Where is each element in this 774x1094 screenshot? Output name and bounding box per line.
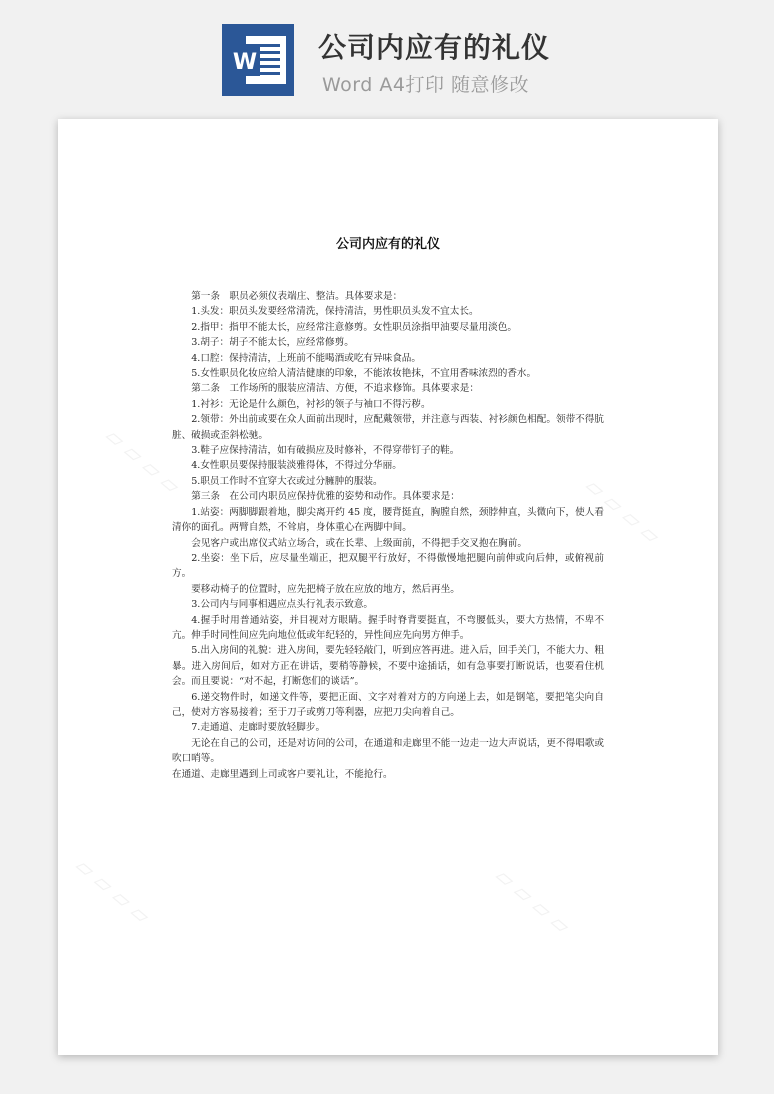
paragraph: 3.鞋子应保持清洁，如有破损应及时修补，不得穿带钉子的鞋。 bbox=[191, 445, 460, 457]
header-title: 公司内应有的礼仪 bbox=[318, 31, 551, 64]
paragraph: 4.女性职员要保持服装淡雅得体，不得过分华丽。 bbox=[191, 460, 402, 472]
paragraph: 无论在自己的公司，还是对访问的公司，在通道和走廊里不能一边走一边大声说话，更不得唱歌或吹口哨等。 bbox=[172, 737, 604, 765]
paragraph: 要移动椅子的位置时，应先把椅子放在应放的地方，然后再坐。 bbox=[191, 583, 460, 595]
watermark: ▱ ▱ ▱ ▱ bbox=[580, 473, 665, 550]
paragraph: 第二条 工作场所的服装应清洁、方便，不追求修饰。具体要求是： bbox=[191, 383, 479, 395]
paragraph: 4.口腔：保持清洁，上班前不能喝酒或吃有异味食品。 bbox=[191, 352, 421, 364]
watermark: ▱ ▱ ▱ ▱ bbox=[70, 853, 155, 930]
paragraph: 第三条 在公司内职员应保持优雅的姿势和动作。具体要求是： bbox=[191, 491, 460, 503]
paragraph: 2.领带：外出前或要在众人面前出现时，应配戴领带，并注意与西装、衬衫颜色相配。领带不得肮脏、破损或歪斜松驰。 bbox=[172, 414, 604, 441]
paragraph: 会见客户或出席仪式站立场合，或在长辈、上级面前，不得把手交叉抱在胸前。 bbox=[191, 537, 527, 549]
paragraph: 5.出入房间的礼貌：进入房间，要先轻轻敲门，听到应答再进。进入后，回手关门，不能大力、粗暴。进入房间后，如对方正在讲话，要稍等静候，不要中途插话，如有急事要打断说话，也要看住机会。而且要说：“对不起，打断您们的谈话”。 bbox=[172, 645, 604, 688]
header-subtitle: Word A4打印 随意修改 bbox=[322, 74, 530, 96]
paragraph: 4.握手时用普通站姿，并目视对方眼睛。握手时脊背要挺直，不弯腰低头，要大方热情，不卑不亢。伸手时同性间应先向地位低或年纪轻的，异性间应先向男方伸手。 bbox=[172, 614, 604, 641]
paragraph: 5.女性职员化妆应给人清洁健康的印象，不能浓妆艳抹，不宜用香味浓烈的香水。 bbox=[191, 368, 537, 380]
paragraph: 6.递交物件时，如递文件等，要把正面、文字对着对方的方向递上去，如是钢笔，要把笔尖向自己，使对方容易接着；至于刀子或剪刀等利器，应把刀尖向着自己。 bbox=[172, 691, 604, 718]
word-icon-letter: W bbox=[232, 50, 258, 75]
document-page bbox=[58, 119, 718, 1055]
word-document-icon bbox=[222, 24, 294, 96]
paragraph: 3.公司内与同事相遇应点头行礼表示致意。 bbox=[191, 599, 374, 611]
paragraph: 在通道、走廊里遇到上司或客户要礼让，不能抢行。 bbox=[172, 768, 393, 780]
paragraph: 5.职员工作时不宜穿大衣或过分臃肿的服装。 bbox=[191, 475, 383, 487]
watermark: ▱ ▱ ▱ ▱ bbox=[490, 863, 575, 940]
paragraph: 7.走通道、走廊时要放轻脚步。 bbox=[191, 722, 326, 734]
watermark: ▱ ▱ ▱ ▱ bbox=[100, 423, 185, 500]
paragraph: 2.坐姿：坐下后，应尽量坐端正，把双腿平行放好，不得傲慢地把腿向前伸或向后伸，或俯视前方。 bbox=[172, 552, 604, 580]
document-body bbox=[172, 289, 604, 782]
paragraph: 第一条 职员必须仪表端庄、整洁。具体要求是： bbox=[191, 291, 403, 302]
paragraph: 3.胡子：胡子不能太长，应经常修剪。 bbox=[191, 337, 354, 349]
paragraph: 1.站姿：两脚脚跟着地，脚尖离开约 45 度，腰背挺直，胸膛自然，颈脖伸直，头微向下，使人看清你的面孔。两臂自然，不耸肩，身体重心在两脚中间。 bbox=[172, 506, 604, 534]
document-title: 公司内应有的礼仪 bbox=[335, 237, 440, 252]
paragraph: 1.头发：职员头发要经常清洗，保持清洁，男性职员头发不宜太长。 bbox=[191, 306, 479, 318]
paragraph: 1.衬衫：无论是什么颜色，衬衫的领子与袖口不得污秽。 bbox=[191, 398, 431, 410]
preview-header bbox=[0, 0, 774, 110]
paragraph: 2.指甲：指甲不能太长，应经常注意修剪。女性职员涂指甲油要尽量用淡色。 bbox=[191, 321, 517, 333]
